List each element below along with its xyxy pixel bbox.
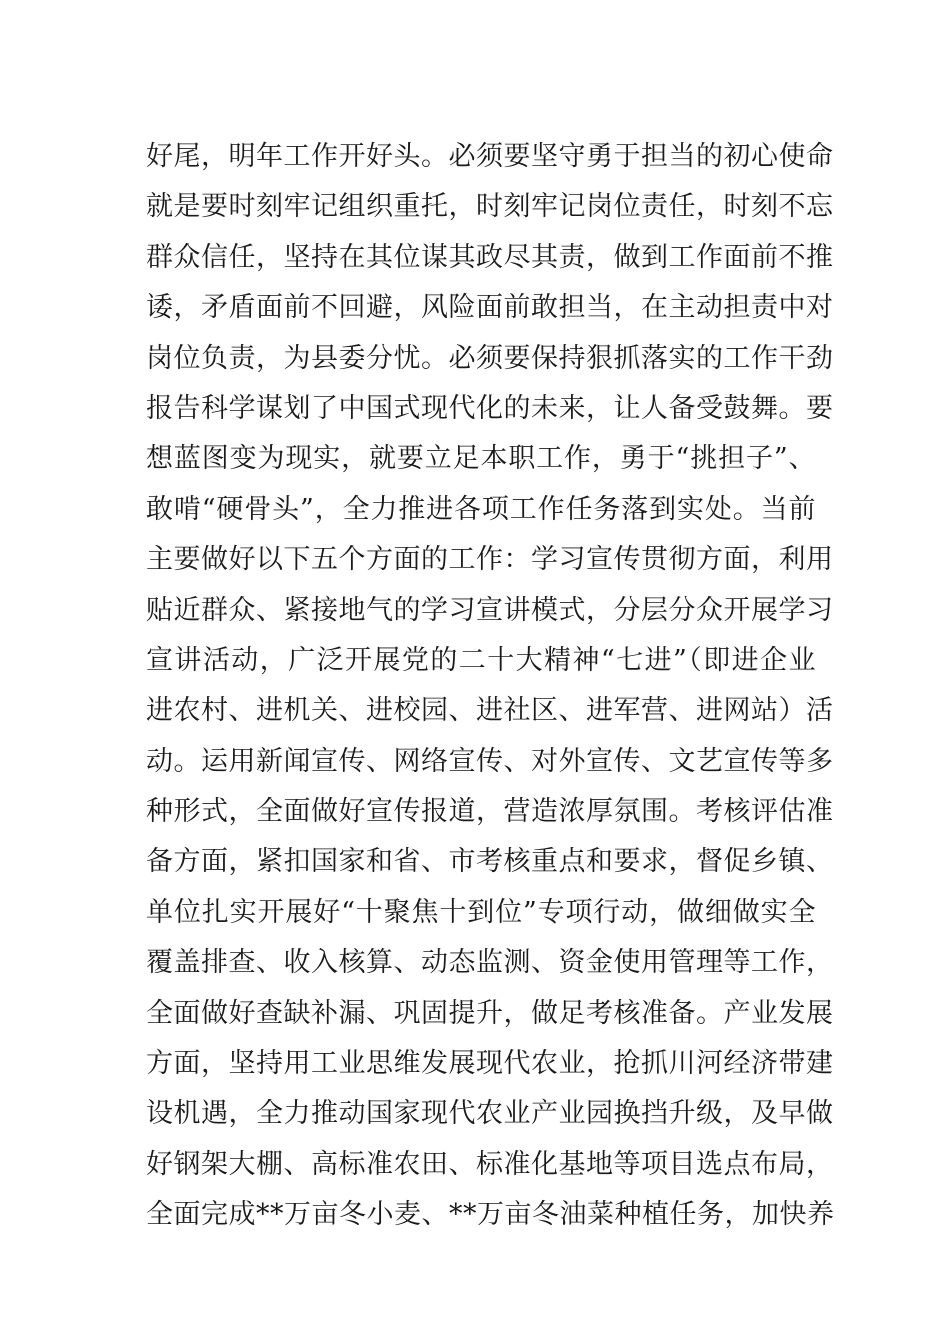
text-line: 全面完成**万亩冬小麦、**万亩冬油菜种植任务，加快养 [146, 1199, 835, 1231]
text-line: 报告科学谋划了中国式现代化的未来，让人备受鼓舞。要 [146, 392, 834, 424]
text-line: 全面做好查缺补漏、巩固提升，做足考核准备。产业发展 [146, 997, 834, 1029]
text-line: 方面，坚持用工业思维发展现代农业，抢抓川河经济带建 [146, 1048, 834, 1080]
text-line: 备方面，紧扣国家和省、市考核重点和要求，督促乡镇、 [146, 846, 834, 878]
text-line: 诿，矛盾面前不回避，风险面前敢担当，在主动担责中对 [146, 292, 834, 324]
text-line: 想蓝图变为现实，就要立足本职工作，勇于“挑担子”、 [146, 443, 816, 475]
body-text [146, 132, 835, 1241]
text-line: 单位扎实开展好“十聚焦十到位”专项行动，做细做实全 [146, 896, 816, 928]
text-line: 动。运用新闻宣传、网络宣传、对外宣传、文艺宣传等多 [146, 745, 834, 777]
text-line: 岗位负责，为县委分忧。必须要保持狠抓落实的工作干劲 [146, 342, 834, 374]
text-line: 主要做好以下五个方面的工作：学习宣传贯彻方面，利用 [146, 544, 834, 576]
text-line: 宣讲活动，广泛开展党的二十大精神“七进”（即进企业 [146, 644, 816, 676]
text-line: 好钢架大棚、高标准农田、标准化基地等项目选点布局， [146, 1148, 834, 1180]
text-line: 贴近群众、紧接地气的学习宣讲模式，分层分众开展学习 [146, 594, 834, 626]
text-line: 种形式，全面做好宣传报道，营造浓厚氛围。考核评估准 [146, 796, 834, 828]
text-line: 好尾，明年工作开好头。必须要坚守勇于担当的初心使命 [146, 141, 834, 172]
text-line: 设机遇，全力推动国家现代农业产业园换挡升级，及早做 [146, 1098, 834, 1130]
text-line: 敢啃“硬骨头”，全力推进各项工作任务落到实处。当前 [146, 493, 816, 525]
text-line: 覆盖排查、收入核算、动态监测、资金使用管理等工作， [146, 947, 834, 979]
text-line: 就是要时刻牢记组织重托，时刻牢记岗位责任，时刻不忘 [146, 191, 834, 223]
text-line: 群众信任，坚持在其位谋其政尽其责，做到工作面前不推 [146, 241, 834, 273]
text-line: 进农村、进机关、进校园、进社区、进军营、进网站）活 [146, 695, 834, 727]
